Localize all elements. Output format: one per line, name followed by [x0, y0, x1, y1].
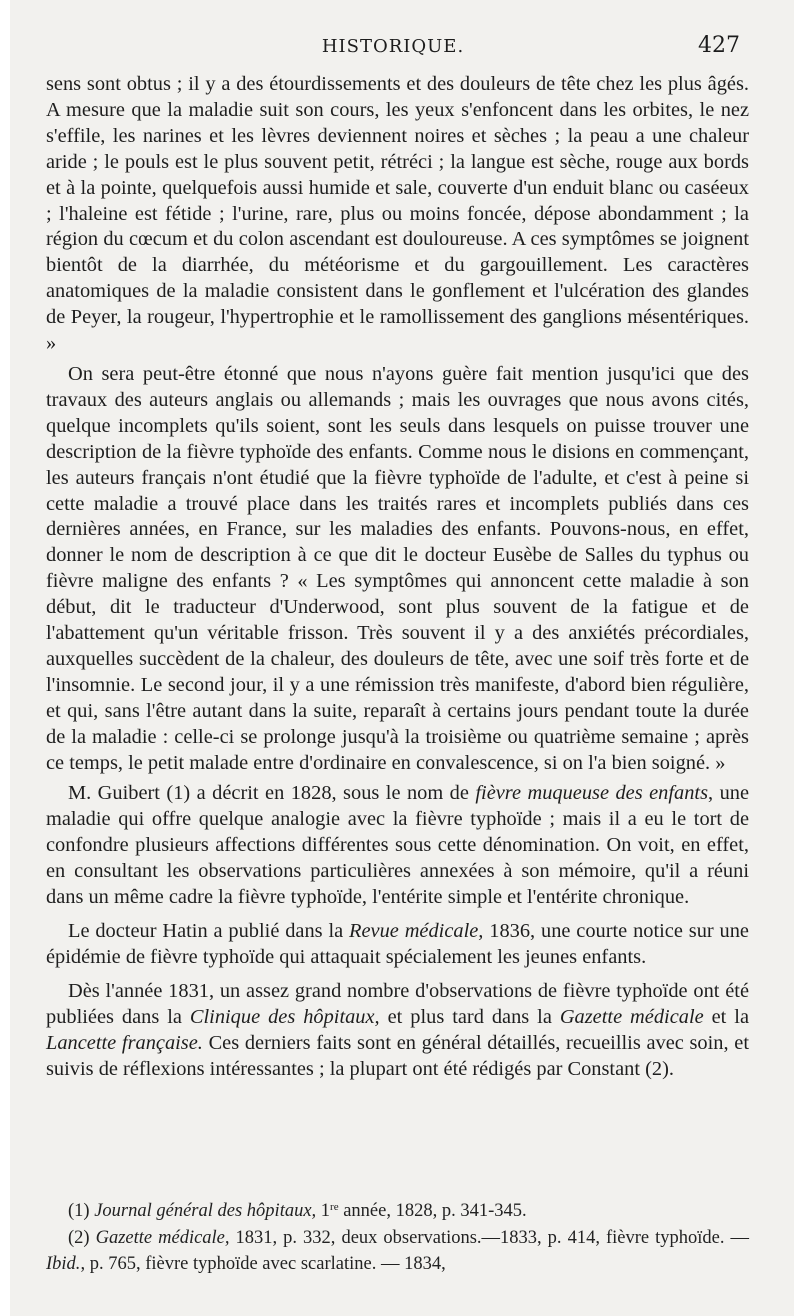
text-run: 1	[316, 1201, 331, 1221]
italic-text: Journal général des hôpitaux,	[94, 1201, 317, 1221]
paragraph-p5	[46, 979, 749, 1083]
page-number: 427	[698, 33, 740, 58]
running-title: HISTORIQUE.	[321, 36, 465, 57]
paragraph-p1	[46, 72, 749, 357]
text-run: , p. 765, fièvre typhoïde avec scarlatine. — 1834,	[80, 1254, 446, 1274]
footnotes	[46, 1194, 749, 1278]
italic-text: fièvre muqueuse des enfants	[475, 782, 709, 805]
italic-text: Ibid.	[46, 1254, 81, 1274]
text-run: année, 1828, p. 341-345.	[338, 1201, 527, 1221]
footnote-n2	[46, 1225, 749, 1278]
footnote-n1	[46, 1194, 749, 1225]
text-run: (1)	[68, 1201, 95, 1221]
text-run: et la	[703, 1005, 749, 1028]
page-header	[46, 33, 740, 66]
text-run: et plus tard dans la	[379, 1005, 560, 1028]
italic-text: Lancette française.	[46, 1031, 203, 1054]
italic-text: Gazette médicale	[559, 1005, 704, 1028]
text-run: 1836, une courte notice sur une épidémie de fièvre typhoïde qui attaquait spécialement les jeunes enfants.	[46, 920, 749, 968]
text-run: sens sont obtus ; il y a des étourdissements et des douleurs de tête chez les plus âgés. A mesure que la maladie suit son cours, les yeux s'enfoncent dans les orbites, le nez s'effile, les narines et les lèvres deviennent noires et sèches ; la peau a une chaleur aride ; le pouls est le plus souvent petit, rétréci ; la langue est sèche, rouge aux bords et à la pointe, quelquefois aussi humide et sale, couverte d'un enduit blanc ou caséeux ; l'haleine est fétide ; l'urine, rare, plus ou moins foncée, dépose abondamment ; la région du cœcum et du colon ascendant est douloureuse. A ces symptômes se joignent bientôt de la diarrhée, du météorisme et du gargouillement. Les caractères anatomiques de la maladie consistent dans le gonflement et l'ulcération des glandes de Peyer, la rougeur, l'hypertrophie et le ramollissement des ganglions mésentériques. »	[46, 73, 749, 355]
text-run: Dès l'année 1831, un assez grand nombre d'observations de fièvre typhoïde ont été publiées dans la	[46, 979, 749, 1028]
text-run: (2)	[68, 1227, 96, 1248]
italic-text: Gazette médicale,	[95, 1227, 230, 1248]
scan-margin-left	[0, 0, 10, 1316]
text-run: M. Guibert (1) a décrit en 1828, sous le nom de	[68, 782, 476, 805]
text-run: On sera peut-être étonné que nous n'ayons guère fait mention jusqu'ici que des travaux des auteurs anglais ou allemands ; mais les ouvrages que nous avons cités, quelque incomplets qu'ils soient, sont les seuls dans lesquels on puisse trouver une description de la fièvre typhoïde des enfants. Comme nous le disions en commençant, les auteurs français n'ont étudié que la fièvre typhoïde de l'adulte, et c'est à peine si cette maladie a trouvé place dans les traités rares et incomplets publiés dans ces dernières années, en France, sur les maladies des enfants. Pouvons-nous, en effet, donner le nom de description à ce que dit le docteur Eusèbe de Salles du typhus ou fièvre maligne des enfants ? « Les symptômes qui annoncent cette maladie à son début, dit le traducteur d'Underwood, sont plus souvent de la fatigue et de l'abattement qu'un véritable frisson. Très souvent il y a des anxiétés précordiales, auxquelles succèdent de la chaleur, des douleurs de tête, avec une soif très forte et de l'insomnie. Le second jour, il y a une rémission très manifeste, d'abord bien régulière, et qui, sans l'être autant dans la suite, reparaît à certains jours pendant toute la durée de la maladie : celle-ci se prolonge jusqu'à la troisième ou quatrième semaine ; après ce temps, le petit malade entre d'ordinaire en convalescence, si on l'a bien soigné. »	[46, 362, 749, 774]
italic-text: Clinique des hôpitaux,	[189, 1005, 380, 1028]
body-text	[46, 72, 749, 1082]
paragraph-p4	[46, 919, 749, 971]
paragraph-p3	[46, 781, 749, 911]
text-run: 1831, p. 332, deux observations.—1833, p. 414, fièvre typhoïde. —	[229, 1227, 749, 1248]
text-run: Le docteur Hatin a publié dans la	[68, 920, 350, 942]
text-run: Ces derniers faits sont en général détaillés, recueillis avec soin, et suivis de réflexions intéressantes ; la plupart ont été rédigés par Constant (2).	[46, 1031, 749, 1080]
text-run: , une maladie qui offre quelque analogie avec la fièvre typhoïde ; mais il a eu le tort de confondre plusieurs affections différentes sous cette dénomination. On voit, en effet, en consultant les observations particulières annexées à son mémoire, qu'il a réuni dans un même cadre la fièvre typhoïde, l'entérite simple et l'entérite chronique.	[46, 782, 750, 909]
italic-text: Revue médicale,	[349, 920, 484, 942]
paragraph-p2	[46, 362, 749, 777]
scan-margin-right	[794, 0, 800, 1316]
superscript-text: re	[330, 1201, 339, 1213]
